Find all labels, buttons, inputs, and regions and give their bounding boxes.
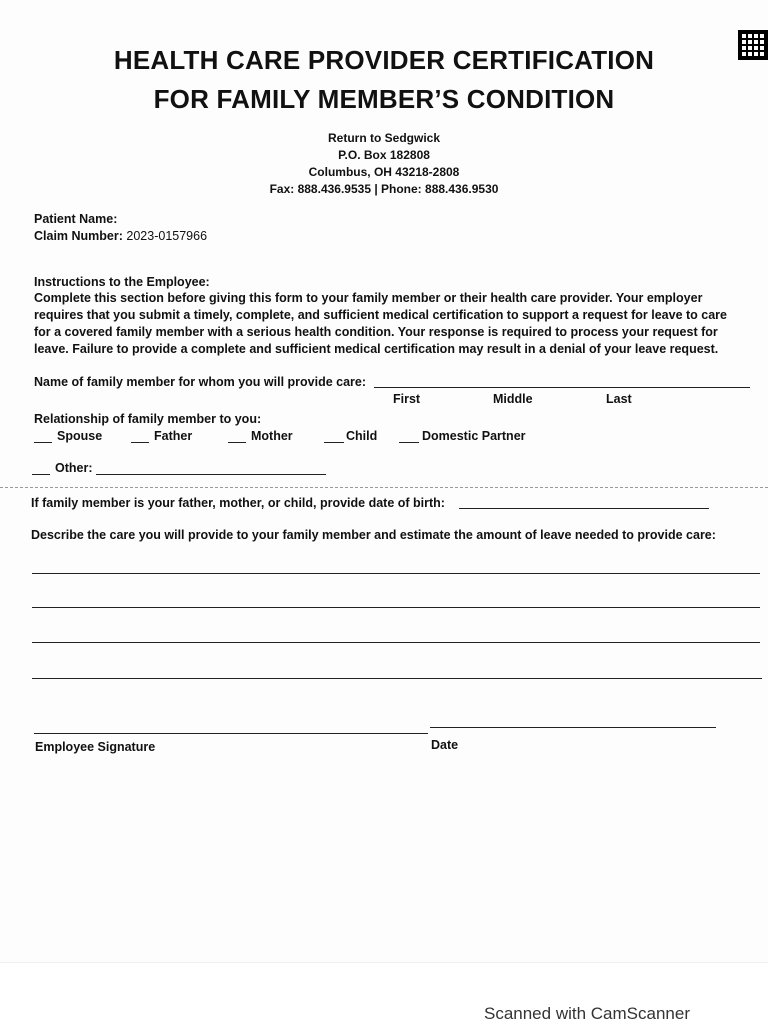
form-title-line2: FOR FAMILY MEMBER’S CONDITION [153, 84, 615, 114]
father-blank[interactable] [131, 442, 149, 443]
instructions-body: Complete this section before giving this form to your family member or their health care provider. Your employer requires that you submit a timely, complete, and sufficient medical certification to support a request for leave to care for a covered family member with a serious health condition. Your response is required to process your request for leave. Failure to provide a complete and sufficient medical certification may result in a denial of your leave request. [34, 291, 727, 356]
partner-blank[interactable] [399, 442, 419, 443]
date-label: Date [431, 738, 459, 752]
child-option: Child [346, 429, 378, 443]
domestic-partner-option: Domestic Partner [422, 429, 526, 443]
claim-number-label: Claim Number: [34, 229, 123, 243]
claim-number-value: 2023-0157966 [126, 229, 208, 243]
scan-fold-line [0, 487, 768, 488]
signature-line[interactable] [34, 733, 428, 734]
spouse-option: Spouse [57, 429, 103, 443]
city-address: Columbus, OH 43218-2808 [308, 165, 460, 179]
care-line-4[interactable] [32, 678, 762, 679]
date-line[interactable] [430, 727, 716, 728]
mother-blank[interactable] [228, 442, 246, 443]
family-member-label: Name of family member for whom you will provide care: [34, 375, 367, 389]
family-member-name-line[interactable] [374, 387, 750, 388]
care-line-1[interactable] [32, 573, 760, 574]
camscanner-watermark: Scanned with CamScanner [483, 1004, 690, 1023]
other-blank[interactable] [32, 474, 50, 475]
care-line-3[interactable] [32, 642, 760, 643]
patient-name-label: Patient Name: [34, 212, 118, 226]
return-to: Return to Sedgwick [327, 131, 440, 145]
dob-label: If family member is your father, mother, or child, provide date of birth: [31, 496, 445, 510]
dob-line[interactable] [459, 508, 709, 509]
patient-name-row [34, 212, 117, 226]
instructions-heading: Instructions to the Employee: [34, 275, 210, 289]
middle-name-caption: Middle [493, 392, 533, 406]
mother-option: Mother [251, 429, 293, 443]
fax-phone: Fax: 888.436.9535 | Phone: 888.436.9530 [269, 182, 499, 196]
care-description-label: Describe the care you will provide to your family member and estimate the amount of leave needed to provide care: [31, 528, 716, 542]
employee-signature-label: Employee Signature [35, 740, 156, 754]
last-name-caption: Last [606, 392, 632, 406]
relationship-label: Relationship of family member to you: [34, 412, 262, 426]
form-title-line1: HEALTH CARE PROVIDER CERTIFICATION [113, 45, 655, 75]
spouse-blank[interactable] [34, 442, 52, 443]
child-blank[interactable] [324, 442, 344, 443]
other-option: Other: [55, 461, 93, 475]
care-line-2[interactable] [32, 607, 760, 608]
other-text-line[interactable] [96, 474, 326, 475]
po-box: P.O. Box 182808 [338, 148, 430, 162]
claim-number-row [34, 229, 207, 243]
first-name-caption: First [393, 392, 421, 406]
father-option: Father [154, 429, 193, 443]
